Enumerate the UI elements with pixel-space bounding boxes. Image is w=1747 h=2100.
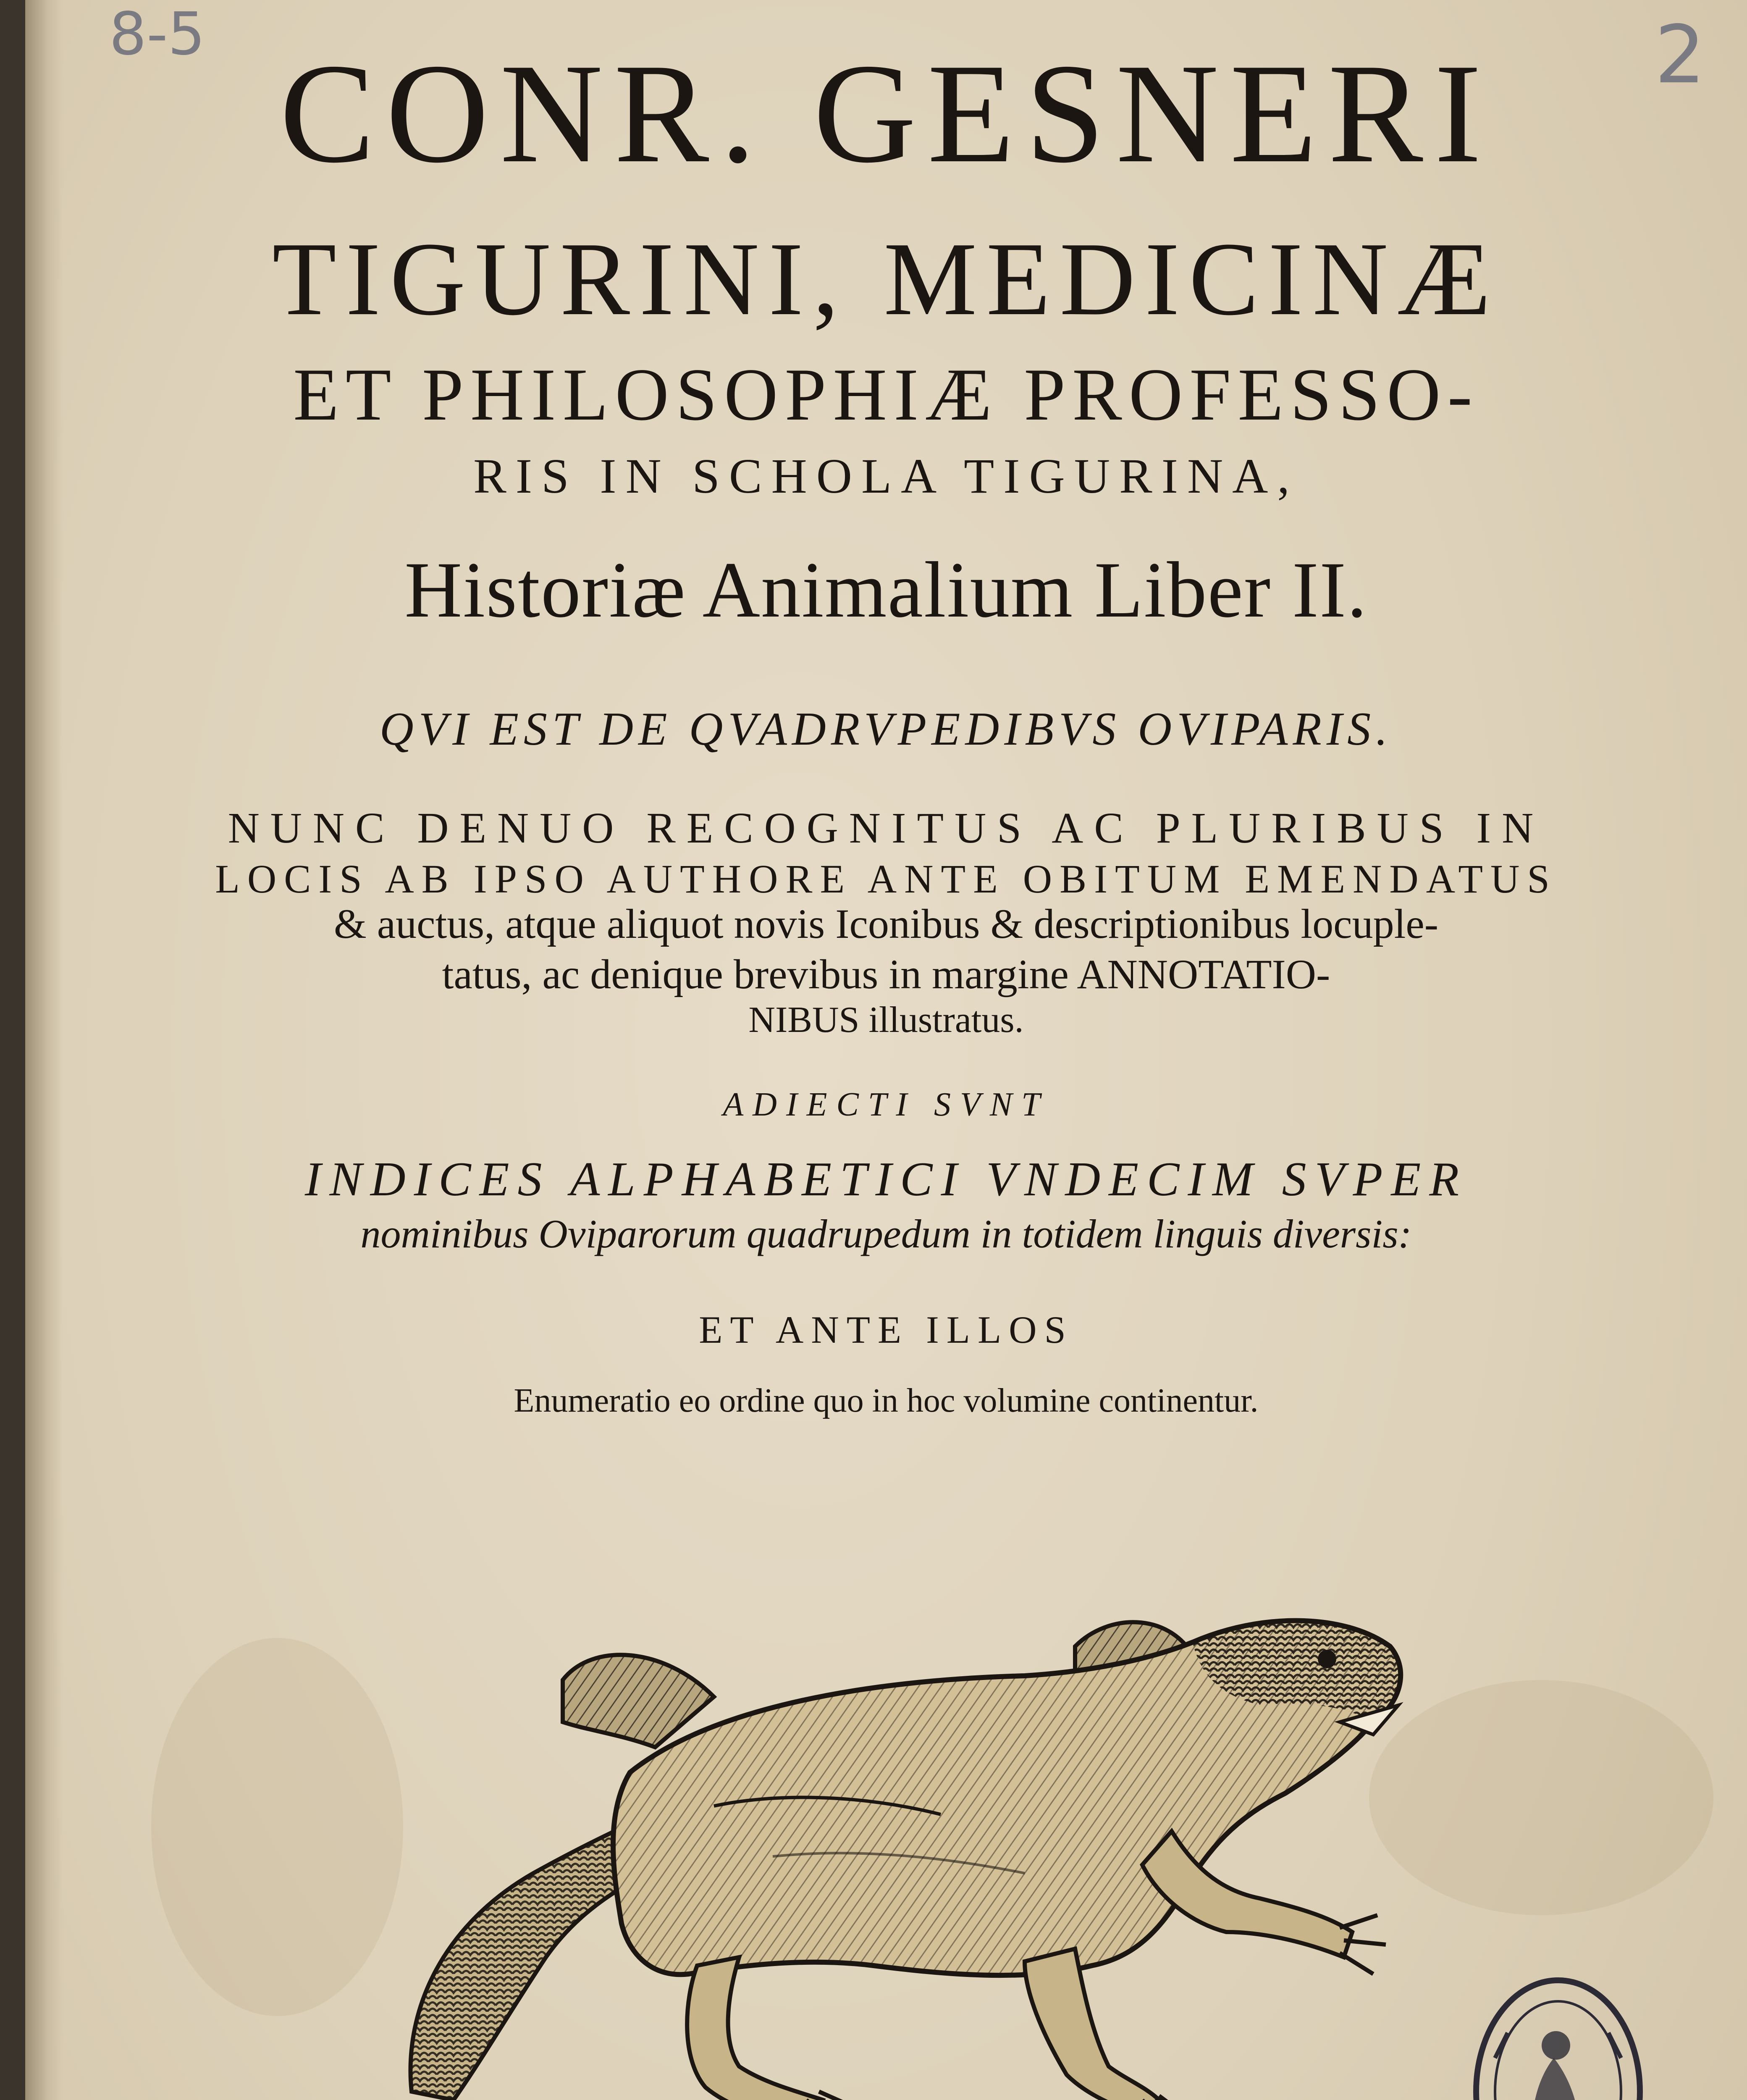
author-name: CONR. GESNERI [279, 34, 1493, 192]
description-line: tatus, ac denique brevibus in margine ANNOTATIO- [442, 951, 1330, 998]
description-line: & auctus, atque aliquot novis Iconibus & descriptionibus locuple- [333, 900, 1439, 947]
description-line: LOCIS AB IPSO AUTHORE ANTE OBITUM EMENDATUS [215, 856, 1557, 901]
library-stamp-icon [1470, 1974, 1646, 2100]
author-title-line: RIS IN SCHOLA TIGURINA, [473, 449, 1299, 504]
appendix-line: nominibus Oviparorum quadrupedum in totidem linguis diversis: [360, 1211, 1412, 1256]
title-page [25, 0, 1747, 2100]
appendix-line: Enumeratio eo ordine quo in hoc volumine continentur. [514, 1382, 1259, 1419]
handwritten-shelfmark: 8-5 [109, 0, 205, 68]
author-title-line: ET PHILOSOPHIÆ PROFESSO- [293, 353, 1479, 436]
appendix-line: ET ANTE ILLOS [699, 1308, 1073, 1351]
lizard-woodcut-icon [395, 1596, 1436, 2100]
description-line: NUNC DENUO RECOGNITUS AC PLURIBUS IN [228, 804, 1545, 852]
author-origin: TIGURINI, MEDICINÆ [272, 221, 1500, 337]
book-subtitle: QVI EST DE QVADRVPEDIBVS OVIPARIS. [379, 703, 1393, 755]
handwritten-number: 2 [1655, 8, 1705, 101]
appendix-line: INDICES ALPHABETICI VNDECIM SVPER [304, 1152, 1468, 1206]
appendix-heading: ADIECTI SVNT [723, 1086, 1049, 1123]
stain [151, 1638, 403, 2016]
book-title: Historiæ Animalium Liber II. [404, 546, 1368, 634]
description-line: NIBUS illustratus. [748, 1000, 1024, 1040]
